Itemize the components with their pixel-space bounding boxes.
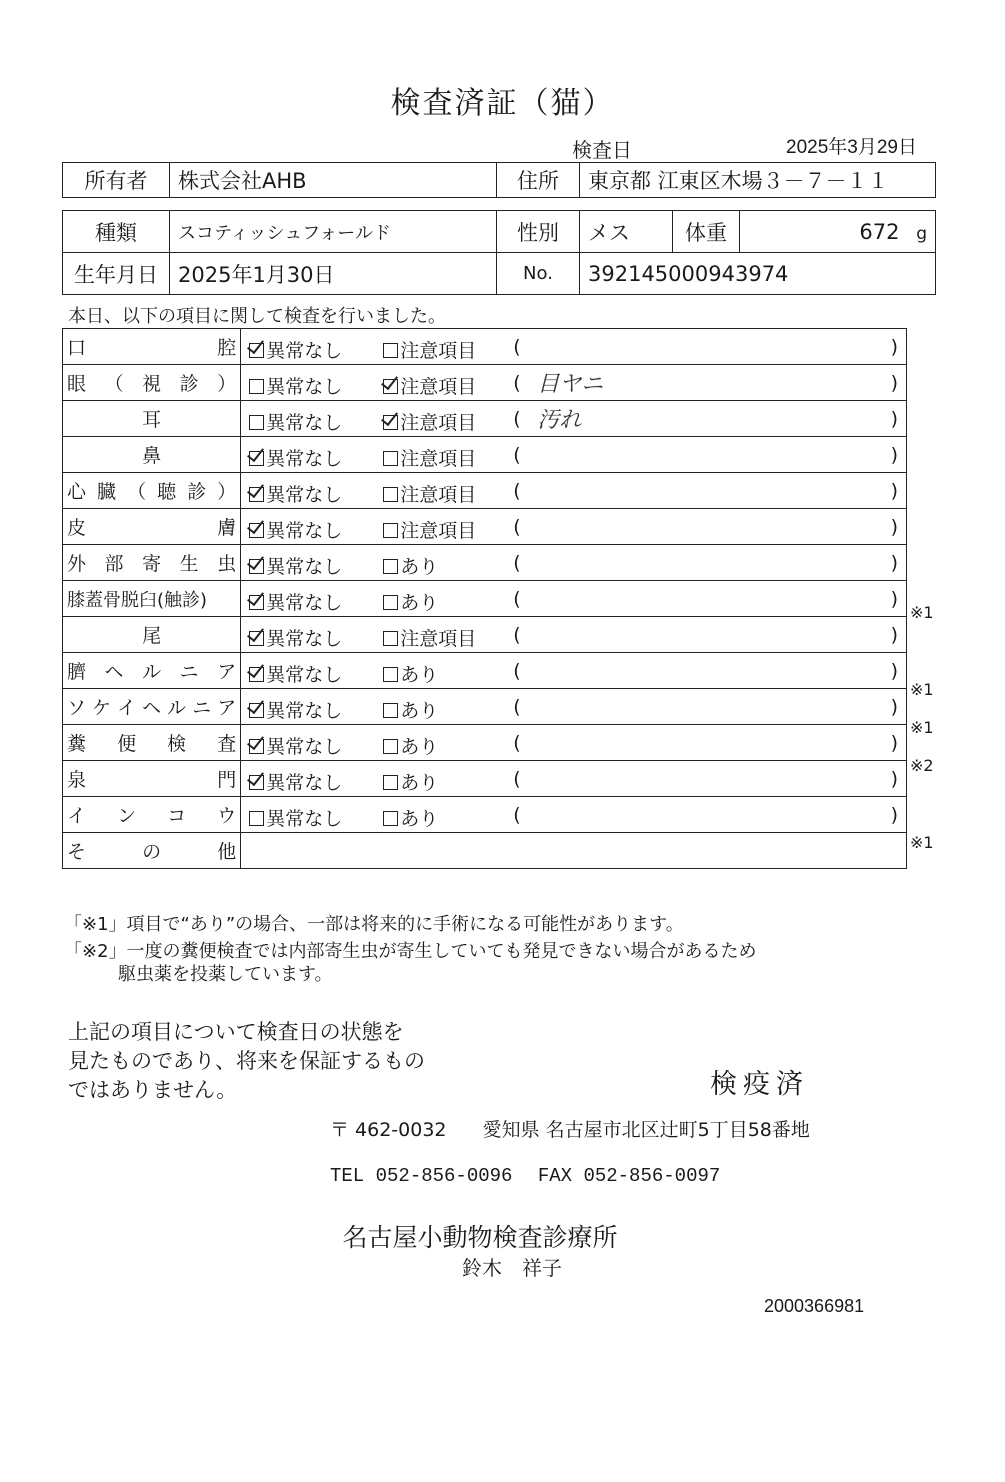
option-abnormal-label: あり	[400, 664, 439, 686]
microchip-no: 392145000943974	[580, 253, 936, 295]
disclaimer-line: ではありません。	[68, 1078, 238, 1102]
address-value: 東京都 江東区木場３－７－１１	[580, 163, 936, 198]
paren-close: )	[890, 336, 898, 358]
paren-close: )	[890, 444, 898, 466]
clinic-name: 名古屋小動物検査診療所	[342, 1223, 618, 1252]
paren-open: (	[513, 480, 521, 502]
exam-row	[63, 437, 907, 473]
handwritten-note: 目ヤニ	[537, 372, 604, 397]
exam-item-label	[63, 689, 241, 725]
paren-close: )	[890, 588, 898, 610]
quarantine-stamp: 検疫済	[710, 1069, 809, 1100]
option-abnormal-label: あり	[400, 736, 439, 758]
exam-item-label-text: 心 臓 （ 聴 診 ）	[67, 481, 237, 503]
exam-item-label	[63, 329, 241, 365]
exam-item-label	[63, 761, 241, 797]
other-value	[241, 833, 907, 869]
footnote-mark: ※1	[910, 679, 934, 699]
paren-open: (	[513, 408, 521, 430]
paren-close: )	[890, 624, 898, 646]
option-abnormal[interactable]	[383, 624, 476, 651]
clinic-contact	[330, 1165, 720, 1187]
option-normal[interactable]	[249, 696, 342, 723]
option-abnormal[interactable]	[383, 444, 476, 471]
option-normal-label: 異常なし	[266, 448, 343, 470]
option-normal[interactable]	[249, 624, 342, 651]
clinic-address-line	[330, 1115, 810, 1142]
birth-label: 生年月日	[63, 253, 170, 295]
exam-item-label-text: 眼 （ 視 診 ）	[67, 373, 237, 395]
exam-row	[63, 653, 907, 689]
exam-table	[62, 328, 907, 869]
paren-close: )	[890, 768, 898, 790]
paren-close: )	[890, 660, 898, 682]
option-normal-label: 異常なし	[266, 376, 343, 398]
option-abnormal[interactable]	[383, 696, 438, 723]
paren-open: (	[513, 660, 521, 682]
footnote-2-cont: 駆虫薬を投薬しています。	[118, 964, 333, 985]
footnote-mark: ※1	[910, 603, 934, 623]
exam-result	[241, 437, 907, 473]
option-normal-label: 異常なし	[266, 340, 343, 362]
exam-row	[63, 689, 907, 725]
postal-code: 〒 462-0032	[330, 1119, 447, 1141]
option-abnormal-label: 注意項目	[400, 376, 477, 398]
weight-unit: g	[916, 223, 927, 244]
checkbox-icon[interactable]	[249, 379, 264, 394]
paren-close: )	[890, 408, 898, 430]
paren-close: )	[890, 552, 898, 574]
checkbox-icon[interactable]	[383, 415, 398, 430]
checkbox-icon[interactable]	[383, 343, 398, 358]
exam-row	[63, 617, 907, 653]
exam-row	[63, 545, 907, 581]
checkbox-icon[interactable]	[249, 811, 264, 826]
option-normal-label: 異常なし	[266, 700, 343, 722]
exam-item-label-text: 膝蓋骨脱臼(触診)	[67, 589, 208, 611]
exam-item-label-text: イ ン コ ウ	[67, 805, 237, 827]
paren-close: )	[890, 480, 898, 502]
exam-item-label-text: 泉 門	[67, 769, 237, 791]
option-abnormal-label: 注意項目	[400, 448, 477, 470]
exam-item-label-text: 糞 便 検 査	[67, 733, 237, 755]
option-abnormal-label: あり	[400, 556, 439, 578]
option-normal-label: 異常なし	[266, 592, 343, 614]
option-normal-label: 異常なし	[266, 556, 343, 578]
clinic-address: 愛知県 名古屋市北区辻町5丁目58番地	[482, 1119, 810, 1141]
checkbox-icon[interactable]	[249, 343, 264, 358]
option-abnormal[interactable]	[383, 732, 438, 759]
option-abnormal-label: あり	[400, 700, 439, 722]
option-normal[interactable]	[249, 336, 342, 363]
footnote-mark: ※2	[910, 756, 934, 776]
paren-open: (	[513, 444, 521, 466]
document-code: 2000366981	[764, 1296, 865, 1316]
paren-close: )	[890, 732, 898, 754]
owner-table	[62, 162, 936, 198]
address-label: 住所	[497, 163, 580, 198]
exam-item-label	[63, 473, 241, 509]
checkbox-icon[interactable]	[383, 559, 398, 574]
exam-item-label-text: 皮 膚	[67, 517, 237, 539]
option-abnormal-label: 注意項目	[400, 340, 477, 362]
exam-date-label: 検査日	[572, 138, 632, 162]
checkbox-icon[interactable]	[249, 703, 264, 718]
paren-open: (	[513, 552, 521, 574]
option-normal[interactable]	[249, 516, 342, 543]
checkbox-icon[interactable]	[249, 559, 264, 574]
exam-row	[63, 401, 907, 437]
exam-date: 2025年3月29日	[786, 137, 917, 158]
disclaimer-line: 上記の項目について検査日の状態を	[68, 1020, 404, 1044]
exam-result	[241, 545, 907, 581]
exam-result	[241, 653, 907, 689]
disclaimer-line: 見たものであり、将来を保証するもの	[68, 1049, 425, 1073]
paren-open: (	[513, 804, 521, 826]
page-title: 検査済証（猫）	[390, 86, 615, 121]
option-normal[interactable]	[249, 768, 342, 795]
option-normal-label: 異常なし	[266, 772, 343, 794]
exam-row	[63, 761, 907, 797]
exam-item-label	[63, 617, 241, 653]
option-normal[interactable]	[249, 732, 342, 759]
option-abnormal[interactable]	[383, 372, 476, 399]
weight-value: 672	[859, 219, 900, 244]
paren-open: (	[513, 372, 521, 394]
option-abnormal-label: あり	[400, 592, 439, 614]
checkbox-icon[interactable]	[383, 703, 398, 718]
option-normal[interactable]	[249, 480, 342, 507]
checkbox-icon[interactable]	[383, 811, 398, 826]
exam-result	[241, 617, 907, 653]
checkbox-icon[interactable]	[249, 415, 264, 430]
footnote-2: 「※2」一度の糞便検査では内部寄生虫が寄生していても発見できない場合があるため	[64, 941, 757, 962]
option-abnormal-label: 注意項目	[400, 412, 477, 434]
exam-row	[63, 797, 907, 833]
paren-open: (	[513, 336, 521, 358]
checkbox-icon[interactable]	[383, 595, 398, 610]
checkbox-icon[interactable]	[249, 631, 264, 646]
exam-result	[241, 401, 907, 437]
exam-item-label	[63, 545, 241, 581]
paren-open: (	[513, 588, 521, 610]
disclaimer	[68, 1018, 425, 1105]
footnote-mark: ※1	[910, 832, 934, 852]
exam-item-label	[63, 437, 241, 473]
exam-item-label	[63, 725, 241, 761]
option-normal[interactable]	[249, 444, 342, 471]
option-normal-label: 異常なし	[266, 808, 343, 830]
checkbox-icon[interactable]	[383, 487, 398, 502]
exam-row	[63, 581, 907, 617]
exam-result	[241, 329, 907, 365]
checkbox-icon[interactable]	[249, 775, 264, 790]
owner-value: 株式会社AHB	[170, 163, 497, 198]
checkbox-icon[interactable]	[383, 739, 398, 754]
checkbox-icon[interactable]	[383, 451, 398, 466]
animal-table	[62, 210, 936, 295]
intro-text: 本日、以下の項目に関して検査を行いました。	[68, 306, 446, 327]
option-abnormal-label: 注意項目	[400, 484, 477, 506]
checkbox-icon[interactable]	[249, 667, 264, 682]
option-normal-label: 異常なし	[266, 664, 343, 686]
option-abnormal[interactable]	[383, 588, 438, 615]
option-abnormal[interactable]	[383, 336, 476, 363]
option-normal-label: 異常なし	[266, 628, 343, 650]
option-normal[interactable]	[249, 804, 342, 831]
exam-item-label-text: 外 部 寄 生 虫	[67, 553, 237, 575]
exam-row-other	[63, 833, 907, 869]
exam-row	[63, 365, 907, 401]
exam-item-label-text: ソ ケ イ ヘ ル ニ ア	[67, 697, 237, 719]
footnote-mark: ※1	[910, 718, 934, 737]
checkbox-icon[interactable]	[383, 379, 398, 394]
exam-item-label: そ の 他	[63, 833, 241, 869]
paren-open: (	[513, 516, 521, 538]
sex-label: 性別	[497, 211, 580, 253]
exam-item-label	[63, 509, 241, 545]
option-normal[interactable]	[249, 372, 342, 399]
paren-close: )	[890, 372, 898, 394]
exam-result	[241, 797, 907, 833]
option-normal-label: 異常なし	[266, 412, 343, 434]
option-abnormal[interactable]	[383, 408, 476, 435]
option-normal[interactable]	[249, 408, 342, 435]
handwritten-note: 汚れ	[537, 408, 582, 433]
exam-result	[241, 509, 907, 545]
exam-result	[241, 689, 907, 725]
checkbox-icon[interactable]	[383, 631, 398, 646]
option-normal[interactable]	[249, 552, 342, 579]
checkbox-icon[interactable]	[249, 739, 264, 754]
checkbox-icon[interactable]	[249, 595, 264, 610]
paren-open: (	[513, 696, 521, 718]
birth-value: 2025年1月30日	[170, 253, 497, 295]
exam-result	[241, 473, 907, 509]
option-abnormal[interactable]	[383, 552, 438, 579]
checkbox-icon[interactable]	[383, 523, 398, 538]
option-abnormal[interactable]	[383, 516, 476, 543]
footnote-1: 「※1」項目で“あり”の場合、一部は将来的に手術になる可能性があります。	[64, 914, 684, 935]
checkbox-icon[interactable]	[249, 487, 264, 502]
exam-row	[63, 329, 907, 365]
weight-label: 体重	[673, 211, 740, 253]
exam-result	[241, 581, 907, 617]
exam-item-label	[63, 797, 241, 833]
option-abnormal-label: あり	[400, 772, 439, 794]
option-abnormal-label: 注意項目	[400, 628, 477, 650]
no-label: No.	[497, 253, 580, 295]
veterinarian-name: 鈴木 祥子	[462, 1256, 562, 1280]
exam-row	[63, 509, 907, 545]
option-abnormal-label: あり	[400, 808, 439, 830]
exam-row	[63, 473, 907, 509]
clinic-tel: TEL 052-856-0096	[330, 1165, 513, 1187]
checkbox-icon[interactable]	[249, 451, 264, 466]
exam-item-label-text: 鼻	[142, 445, 162, 467]
option-normal-label: 異常なし	[266, 520, 343, 542]
exam-result	[241, 761, 907, 797]
option-abnormal[interactable]	[383, 480, 476, 507]
clinic-fax: FAX 052-856-0097	[537, 1165, 721, 1187]
exam-item-label	[63, 653, 241, 689]
exam-row	[63, 725, 907, 761]
option-normal[interactable]	[249, 588, 342, 615]
exam-result	[241, 365, 907, 401]
paren-open: (	[513, 624, 521, 646]
owner-label: 所有者	[63, 163, 170, 198]
exam-item-label	[63, 401, 241, 437]
option-abnormal[interactable]	[383, 660, 438, 687]
option-abnormal[interactable]	[383, 768, 438, 795]
exam-item-label	[63, 365, 241, 401]
paren-close: )	[890, 516, 898, 538]
paren-open: (	[513, 768, 521, 790]
paren-close: )	[890, 804, 898, 826]
exam-item-label	[63, 581, 241, 617]
breed-label: 種類	[63, 211, 170, 253]
breed-value: スコティッシュフォールド	[170, 211, 497, 253]
option-abnormal[interactable]	[383, 804, 438, 831]
exam-item-label-text: 耳	[142, 409, 162, 431]
checkbox-icon[interactable]	[383, 775, 398, 790]
checkbox-icon[interactable]	[249, 523, 264, 538]
weight-cell	[740, 211, 936, 253]
exam-result	[241, 725, 907, 761]
sex-value: メス	[580, 211, 673, 253]
paren-close: )	[890, 696, 898, 718]
option-abnormal-label: 注意項目	[400, 520, 477, 542]
exam-item-label-text: 尾	[142, 625, 162, 647]
exam-item-label-text: 臍 ヘ ル ニ ア	[67, 661, 237, 683]
option-normal[interactable]	[249, 660, 342, 687]
paren-open: (	[513, 732, 521, 754]
option-normal-label: 異常なし	[266, 484, 343, 506]
exam-item-label-text: 口 腔	[67, 337, 237, 359]
checkbox-icon[interactable]	[383, 667, 398, 682]
option-normal-label: 異常なし	[266, 736, 343, 758]
